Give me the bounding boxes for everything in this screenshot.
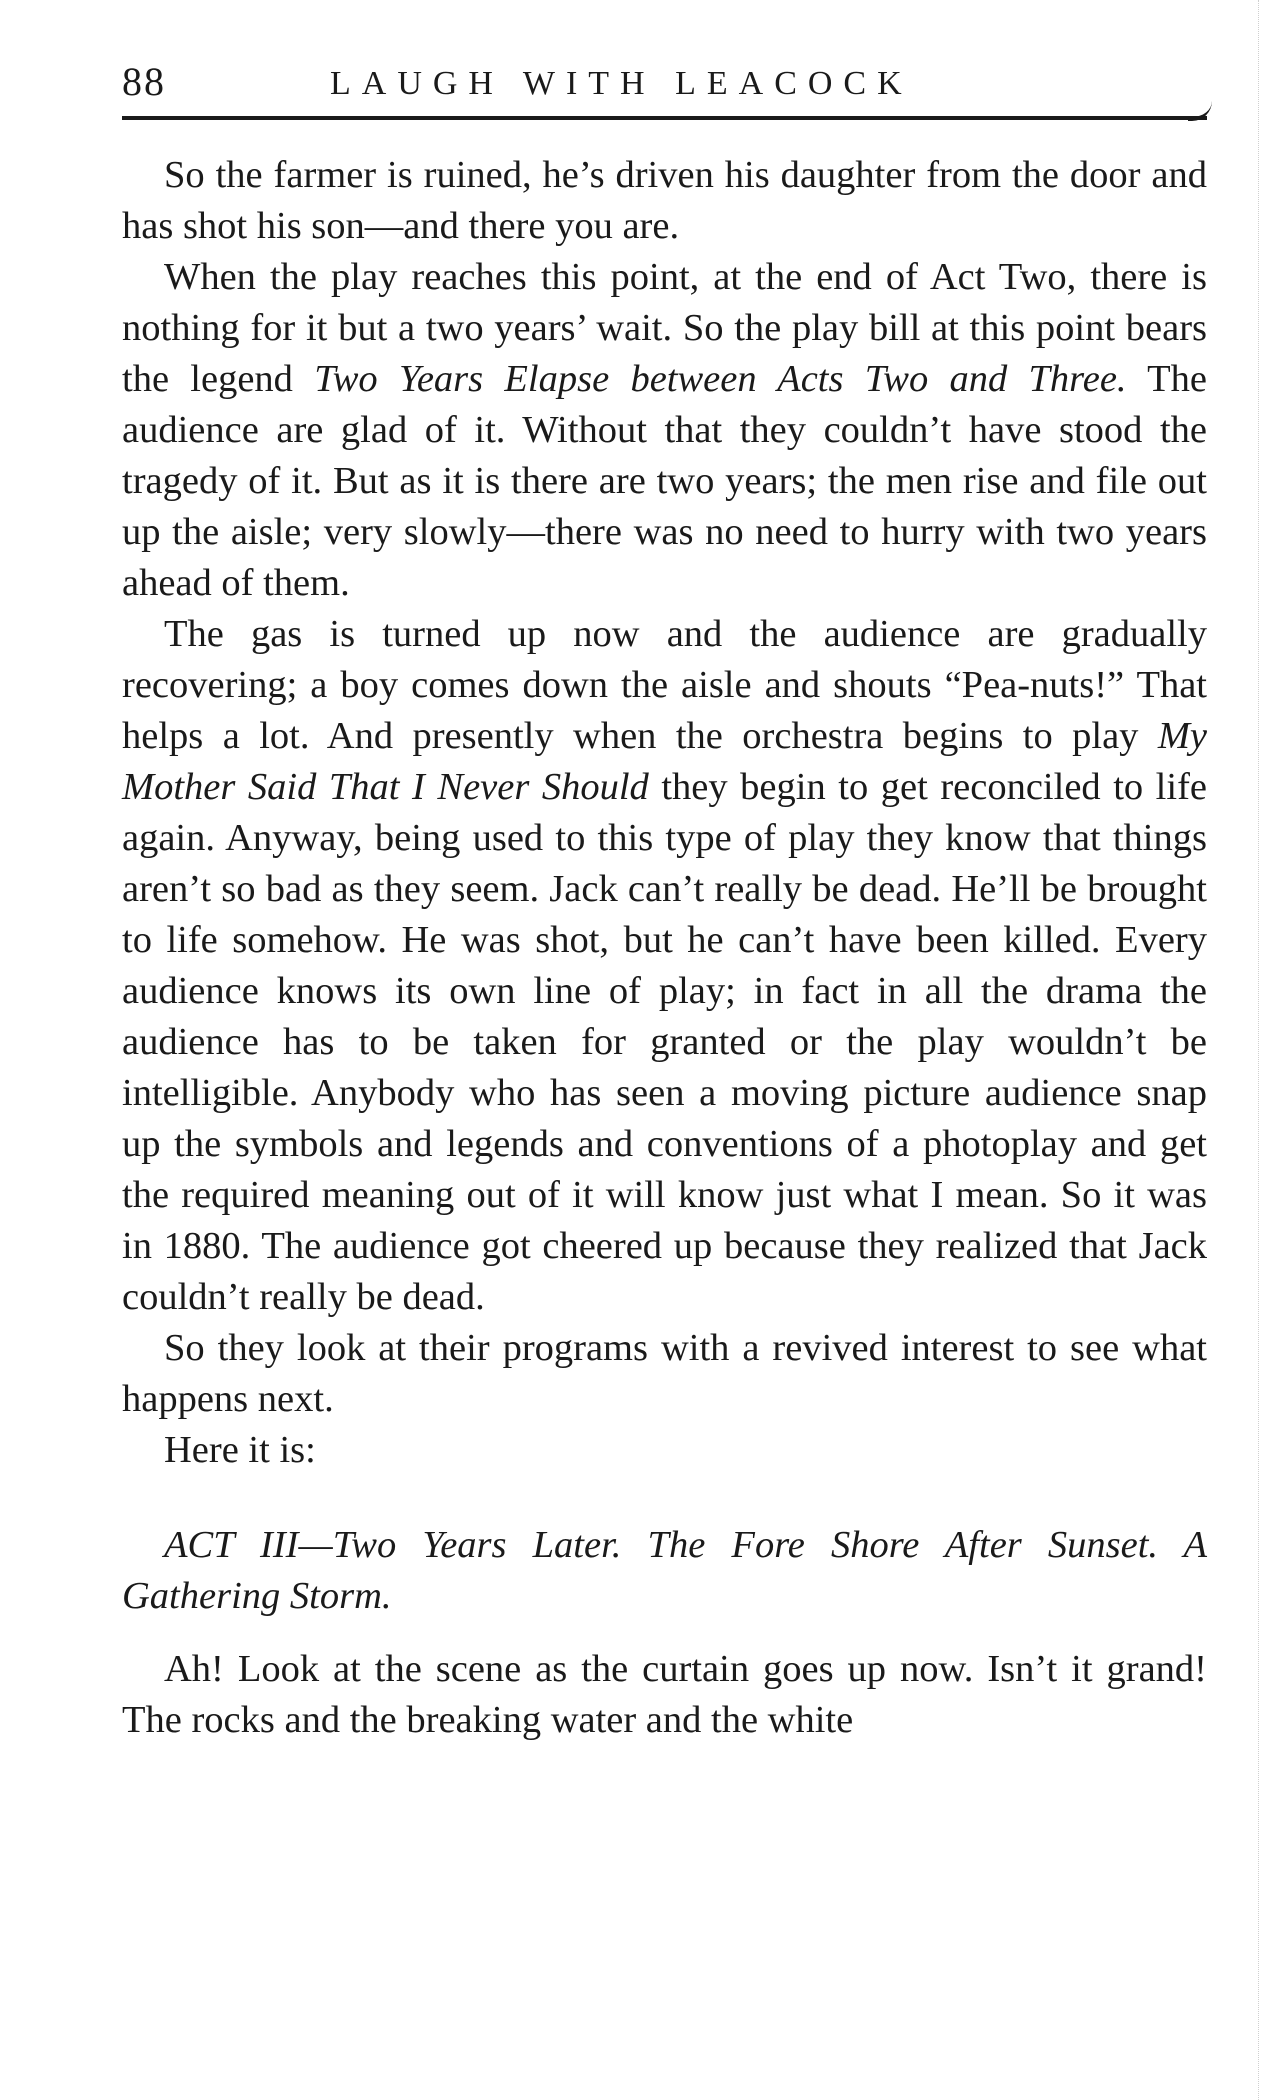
closing-paragraph: Ah! Look at the scene as the curtain goes up now. Isn’t it grand! The rocks and the breaking water and the white bbox=[122, 1648, 1207, 1741]
paragraph-3 bbox=[122, 609, 1207, 1323]
page-header bbox=[122, 58, 1217, 118]
running-head: LAUGH WITH LEACOCK bbox=[330, 65, 913, 102]
header-rule bbox=[122, 116, 1207, 120]
act-heading: ACT III—Two Years Later. The Fore Shore After Sunset. A Gathering Storm. bbox=[122, 1524, 1207, 1617]
body-text bbox=[122, 150, 1207, 1746]
paragraph-2-text-b: The audience are glad of it. Without that they couldn’t have stood the tragedy of it. But as it is there are two years; the men rise and file out up the aisle; very slowly—there was no need to hurry with two years ahead of them. bbox=[122, 358, 1207, 604]
header-rule-flourish bbox=[1188, 101, 1212, 121]
paragraph-2 bbox=[122, 252, 1207, 609]
paragraph-3-text-b: they begin to get reconciled to life again. Anyway, being used to this type of play they know that things aren’t so bad as they seem. Jack can’t really be dead. He’ll be brought to life somehow. He was shot, but he can’t have been killed. Every audience knows its own line of play; in fact in all the drama the audience has to be taken for granted or the play wouldn’t be intelligible. Anybody who has seen a moving picture audience snap up the symbols and legends and conventions of a photoplay and get the required meaning out of it will know just what I mean. So it was in 1880. The audience got cheered up because they realized that Jack couldn’t really be dead. bbox=[122, 766, 1207, 1318]
page-number: 88 bbox=[122, 59, 166, 104]
paragraph-1: So the farmer is ruined, he’s driven his daughter from the door and has shot his son—and there you are. bbox=[122, 154, 1207, 247]
paragraph-4: So they look at their programs with a revived interest to see what happens next. bbox=[122, 1327, 1207, 1420]
paragraph-5: Here it is: bbox=[164, 1429, 316, 1471]
paragraph-3-text-a: The gas is turned up now and the audience are gradually recovering; a boy comes down the aisle and shouts “Pea-nuts!” That helps a lot. And presently when the orchestra begins to play bbox=[122, 613, 1207, 757]
paragraph-2-italic: Two Years Elapse between Acts Two and Three. bbox=[314, 358, 1127, 400]
paragraph-3-italic: My Mother Said That I Never Should bbox=[122, 715, 1207, 808]
paragraph-2-text-a: When the play reaches this point, at the end of Act Two, there is nothing for it but a two years’ wait. So the play bill at this point bears the legend bbox=[122, 256, 1207, 400]
scan-margin-edge bbox=[1254, 0, 1259, 2100]
